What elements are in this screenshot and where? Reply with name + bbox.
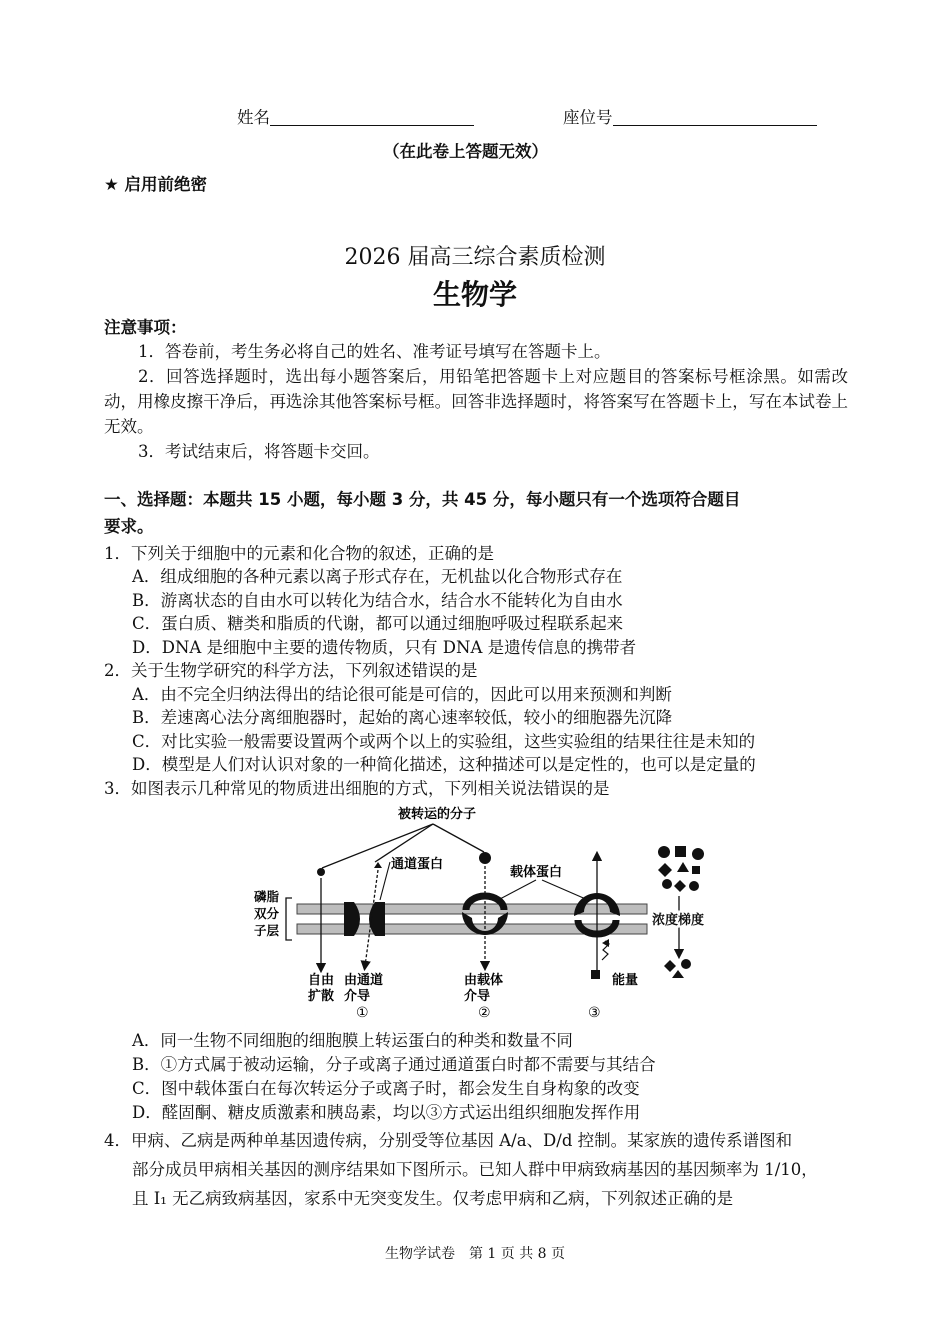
membrane-transport-figure (240, 800, 720, 1024)
q2-option-a: A．由不完全归纳法得出的结论很可能是可信的，因此可以用来预测和判断 (132, 685, 672, 704)
q4-stem-line1: 4．甲病、乙病是两种单基因遗传病，分别受等位基因 A/a、D/d 控制。某家族的遗传系谱图和 (104, 1131, 793, 1150)
atp-square (591, 970, 600, 979)
section1-heading-line2: 要求。 (104, 517, 154, 536)
label-free-diffusion-2: 扩散 (308, 989, 335, 1004)
label-carrier-mediated-2: 介导 (464, 989, 491, 1004)
label-channel-protein: 通道蛋白 (391, 857, 444, 872)
q4-stem-line2: 部分成员甲病相关基因的测序结果如下图所示。已知人群中甲病致病基因的基因频率为 1/10， (132, 1160, 818, 1179)
q2-option-b: B．差速离心法分离细胞器时，起始的离心速率较低，较小的细胞器先沉降 (132, 708, 673, 727)
label-carrier-protein: 载体蛋白 (510, 865, 563, 880)
notice-item-1: 1．答卷前，考生务必将自己的姓名、准考证号填写在答题卡上。 (138, 342, 611, 361)
exam-title: 2026 届高三综合素质检测 (344, 245, 606, 270)
q3-option-c: C．图中载体蛋白在每次转运分子或离子时，都会发生自身构象的改变 (132, 1079, 640, 1098)
q2-stem: 2．关于生物学研究的科学方法，下列叙述错误的是 (104, 661, 478, 680)
q2-option-c: C．对比实验一般需要设置两个或两个以上的实验组，这些实验组的结果往往是未知的 (132, 732, 756, 751)
notice-item-3: 3．考试结束后，将答题卡交回。 (138, 442, 380, 461)
q3-option-d: D．醛固酮、糖皮质激素和胰岛素，均以③方式运出组织细胞发挥作用 (132, 1103, 641, 1122)
high-concentration-cluster (658, 846, 704, 892)
label-mark-1: ① (356, 1005, 369, 1021)
page-footer: 生物学试卷 第 1 页 共 8 页 (384, 1246, 566, 1262)
q3-option-b: B．①方式属于被动运输，分子或离子通过通道蛋白时都不需要与其结合 (132, 1055, 656, 1074)
name-field (237, 106, 474, 130)
q3-stem: 3．如图表示几种常见的物质进出细胞的方式，下列相关说法错误的是 (104, 779, 610, 798)
q4-stem-line3: 且 Ⅰ₁ 无乙病致病基因，家系中无突变发生。仅考虑甲病和乙病，下列叙述正确的是 (132, 1189, 734, 1208)
q1-option-d: D．DNA 是细胞中主要的遗传物质，只有 DNA 是遗传信息的携带者 (132, 638, 637, 657)
invalid-note: （在此卷上答题无效） (383, 142, 548, 161)
label-mark-2: ② (478, 1005, 491, 1021)
label-gradient: 浓度梯度 (652, 913, 705, 928)
confidential-mark: ★ 启用前绝密 (104, 175, 208, 194)
label-free-diffusion-1: 自由 (308, 973, 335, 988)
q1-option-c: C．蛋白质、糖类和脂质的代谢，都可以通过细胞呼吸过程联系起来 (132, 614, 624, 633)
label-mark-3: ③ (588, 1005, 601, 1021)
seat-blank (613, 107, 817, 126)
name-label: 姓名 (237, 108, 270, 127)
q1-option-b: B．游离状态的自由水可以转化为结合水，结合水不能转化为自由水 (132, 591, 623, 610)
subject-title: 生物学 (432, 278, 517, 311)
q2-option-d: D．模型是人们对认识对象的一种简化描述，这种描述可以是定性的，也可以是定量的 (132, 755, 756, 774)
q1-option-a: A．组成细胞的各种元素以离子形式存在，无机盐以化合物形式存在 (132, 567, 623, 586)
label-bilayer-3: 子层 (254, 923, 280, 938)
notice-item-2: 2．回答选择题时，选出每小题答案后，用铅笔把答题卡上对应题目的答案标号框涂黑。如需改动，用橡皮擦干净后，再选涂其他答案标号框。回答非选择题时，将答案写在答题卡上，写在本试卷上无效。 (104, 367, 848, 436)
label-channel-mediated-1: 由通道 (344, 973, 384, 988)
label-channel-mediated-2: 介导 (344, 989, 371, 1004)
carrier-molecule-circle (479, 852, 491, 864)
label-transported-molecules: 被转运的分子 (398, 807, 477, 822)
label-bilayer-1: 磷脂 (254, 889, 280, 904)
label-bilayer-2: 双分 (254, 906, 280, 921)
q1-stem: 1．下列关于细胞中的元素和化合物的叙述，正确的是 (104, 544, 494, 563)
channel-molecule-triangle (374, 862, 382, 868)
q3-option-a: A．同一生物不同细胞的细胞膜上转运蛋白的种类和数量不同 (132, 1031, 573, 1050)
section1-heading-line1: 一、选择题：本题共 15 小题，每小题 3 分，共 45 分，每小题只有一个选项符合题目 (104, 490, 741, 509)
free-diffusion-molecule (317, 868, 325, 876)
label-energy: 能量 (612, 973, 639, 988)
label-carrier-mediated-1: 由载体 (464, 973, 504, 988)
notice-heading: 注意事项： (104, 318, 187, 337)
seat-field (563, 106, 817, 130)
seat-label: 座位号 (563, 108, 613, 127)
low-concentration-cluster (664, 959, 691, 978)
name-blank (270, 107, 474, 126)
